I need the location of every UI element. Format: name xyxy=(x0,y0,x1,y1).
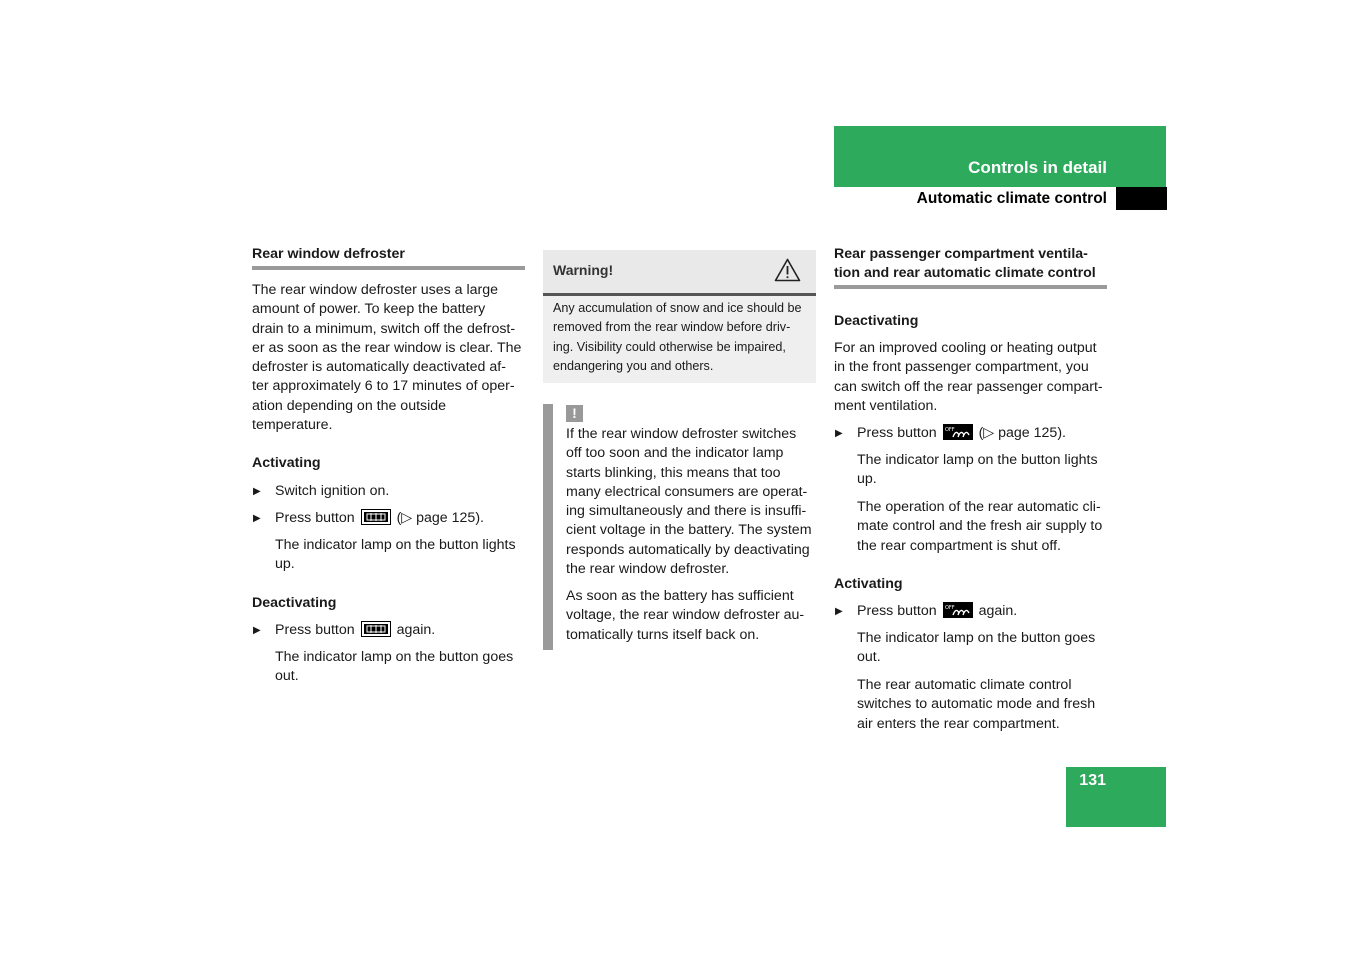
deact-step-press: Press button OFF (▷ page 125). xyxy=(857,425,1066,441)
deact-result: The indicator lamp on the button goes out. xyxy=(275,649,514,685)
note-paragraph-1: If the rear window defroster switches off too soon and the indicator lamp starts blinking, this means that too many electrical consumers are operat- ing simultaneously and there is insuffi- cient voltage in the battery. The system responds automatically by deactivating the rear window defroster. xyxy=(566,426,812,578)
rear-ventilation-off-button-icon xyxy=(943,424,973,440)
note-bar xyxy=(543,404,553,650)
rear-defroster-heading: Rear window defroster xyxy=(252,246,405,262)
activating-heading: Activating xyxy=(252,455,321,471)
activating-heading: Activating xyxy=(834,576,903,592)
deact-result-2: The operation of the rear automatic cli- mate control and the fresh air supply to the rear compartment is shut off. xyxy=(857,499,1103,554)
heading-rule xyxy=(834,285,1107,289)
note-paragraph-2: As soon as the battery has sufficient voltage, the rear window defroster au- tomatically turns itself back on. xyxy=(566,588,805,643)
act-step-press: Press button (▷ page 125). xyxy=(275,510,484,526)
act-result-1: The indicator lamp on the button goes out. xyxy=(857,630,1096,666)
bullet-triangle-icon: ▶ xyxy=(253,486,261,497)
section-title: Controls in detail xyxy=(968,158,1107,177)
act-step-press: Press button OFF again. xyxy=(857,603,1018,619)
heading-rule xyxy=(252,266,525,270)
warning-text: Any accumulation of snow and ice should be removed from the rear window before driv- ing. Visibility could otherwise be impaired, endangering you and others. xyxy=(553,301,802,373)
rear-defroster-button-icon xyxy=(361,509,391,525)
rear-ventilation-heading: Rear passenger compartment ventila- tion and rear automatic climate control xyxy=(834,246,1096,282)
rear-ventilation-off-button-icon xyxy=(943,602,973,618)
header-black-tab xyxy=(1116,187,1167,210)
bullet-triangle-icon: ▶ xyxy=(253,625,261,636)
bullet-triangle-icon: ▶ xyxy=(835,428,843,439)
warning-triangle-icon xyxy=(774,258,801,282)
act-step-ignition: Switch ignition on. xyxy=(275,483,390,499)
warning-title: Warning! xyxy=(553,262,614,278)
deact-intro: For an improved cooling or heating output in the front passenger compartment, you can switch off the rear passenger compart- ment ventilation. xyxy=(834,340,1103,414)
defroster-intro: The rear window defroster uses a large amount of power. To keep the battery drain to a minimum, switch off the defrost- er as soon as the rear window is clear. The defroster is automatically deactivated af- ter approximately 6 to 17 minutes of oper- ation depending on the outside temperature. xyxy=(252,282,522,434)
page-number: 131 xyxy=(1079,772,1106,789)
note-exclamation-icon: ! xyxy=(566,405,583,422)
rear-defroster-button-icon xyxy=(361,621,391,637)
deactivating-heading: Deactivating xyxy=(252,595,337,611)
act-result: The indicator lamp on the button lights up. xyxy=(275,537,516,573)
bullet-triangle-icon: ▶ xyxy=(835,606,843,617)
svg-text:OFF: OFF xyxy=(944,427,955,433)
deactivating-heading: Deactivating xyxy=(834,313,919,329)
act-result-2: The rear automatic climate control switches to automatic mode and fresh air enters the rear compartment. xyxy=(857,677,1096,732)
deact-step-press: Press button again. xyxy=(275,622,436,638)
deact-result-1: The indicator lamp on the button lights up. xyxy=(857,452,1098,488)
warning-divider xyxy=(543,293,816,296)
bullet-triangle-icon: ▶ xyxy=(253,513,261,524)
subsection-title: Automatic climate control xyxy=(916,190,1107,207)
svg-text:OFF: OFF xyxy=(944,605,955,611)
